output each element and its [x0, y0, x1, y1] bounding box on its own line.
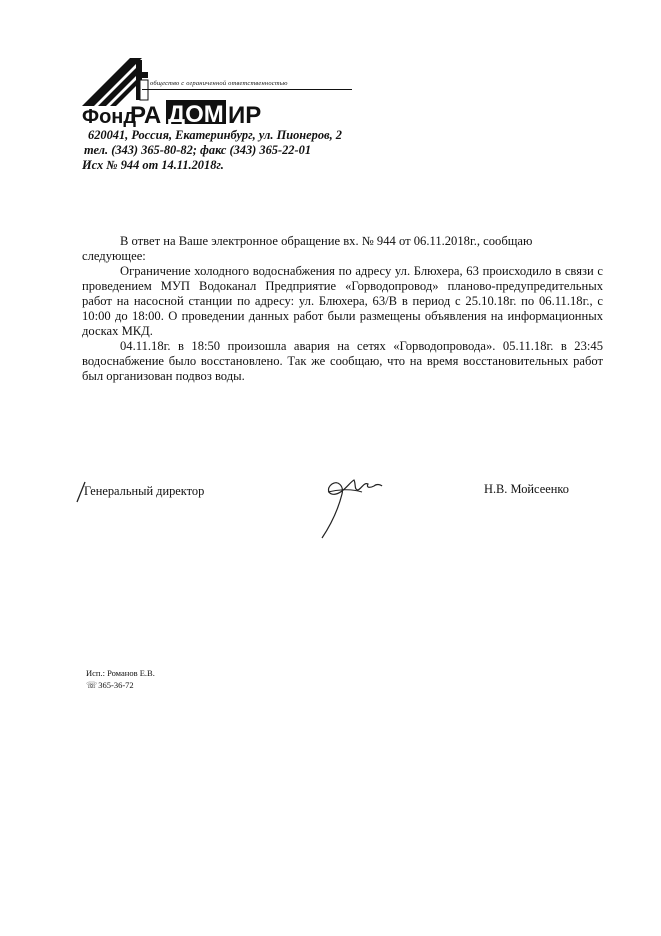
logo-text-ra: РА	[130, 102, 162, 128]
company-phone-fax: тел. (343) 365-80-82; факс (343) 365-22-01	[84, 143, 312, 157]
paragraph-1-cont: следующее:	[82, 249, 146, 263]
logo-graphic	[80, 58, 380, 128]
org-type: общество с ограниченной ответственностью	[150, 80, 288, 87]
paragraph-3: 04.11.18г. в 18:50 произошла авария на сетях «Горводопровода». 05.11.18г. в 23:45 водоснабжение было восстановлено. Так же сообщаю, что на время восстановительных работ был организован подвоз воды.	[82, 339, 603, 383]
outgoing-number: Исх № 944 от 14.11.2018г.	[82, 158, 224, 172]
letter-body	[82, 234, 603, 384]
signer-name: Н.В. Мойсеенко	[484, 482, 569, 496]
handwritten-signature	[316, 470, 386, 540]
signer-title: Генеральный директор	[84, 484, 205, 498]
paragraph-1: В ответ на Ваше электронное обращение вх. № 944 от 06.11.2018г., сообщаю	[120, 234, 533, 248]
logo-text-dom: ДОМ	[168, 101, 224, 128]
phone-icon: ☏	[86, 680, 98, 690]
paragraph-2: Ограничение холодного водоснабжения по адресу ул. Блюхера, 63 происходило в связи с проведением МУП Водоканал Предприятие «Горводопровод» планово-предупредительных работ на насосной станции по адресу: ул. Блюхера, 63/В в период с 25.10.18г. по 06.11.18г., с 10:00 до 18:00. О проведении данных работ были размещены объявления на информационных досках МКД.	[82, 264, 603, 338]
company-address: 620041, Россия, Екатеринбург, ул. Пионеров, 2	[88, 128, 342, 142]
logo-text-ir: ИР	[228, 102, 262, 128]
executor-phone-line	[86, 680, 134, 691]
executor-line: Исп.: Романов Е.В.	[86, 668, 155, 678]
executor-phone: 365-36-72	[98, 680, 134, 690]
logo-text-fond: Фонд	[82, 106, 137, 128]
company-logo	[80, 58, 380, 128]
